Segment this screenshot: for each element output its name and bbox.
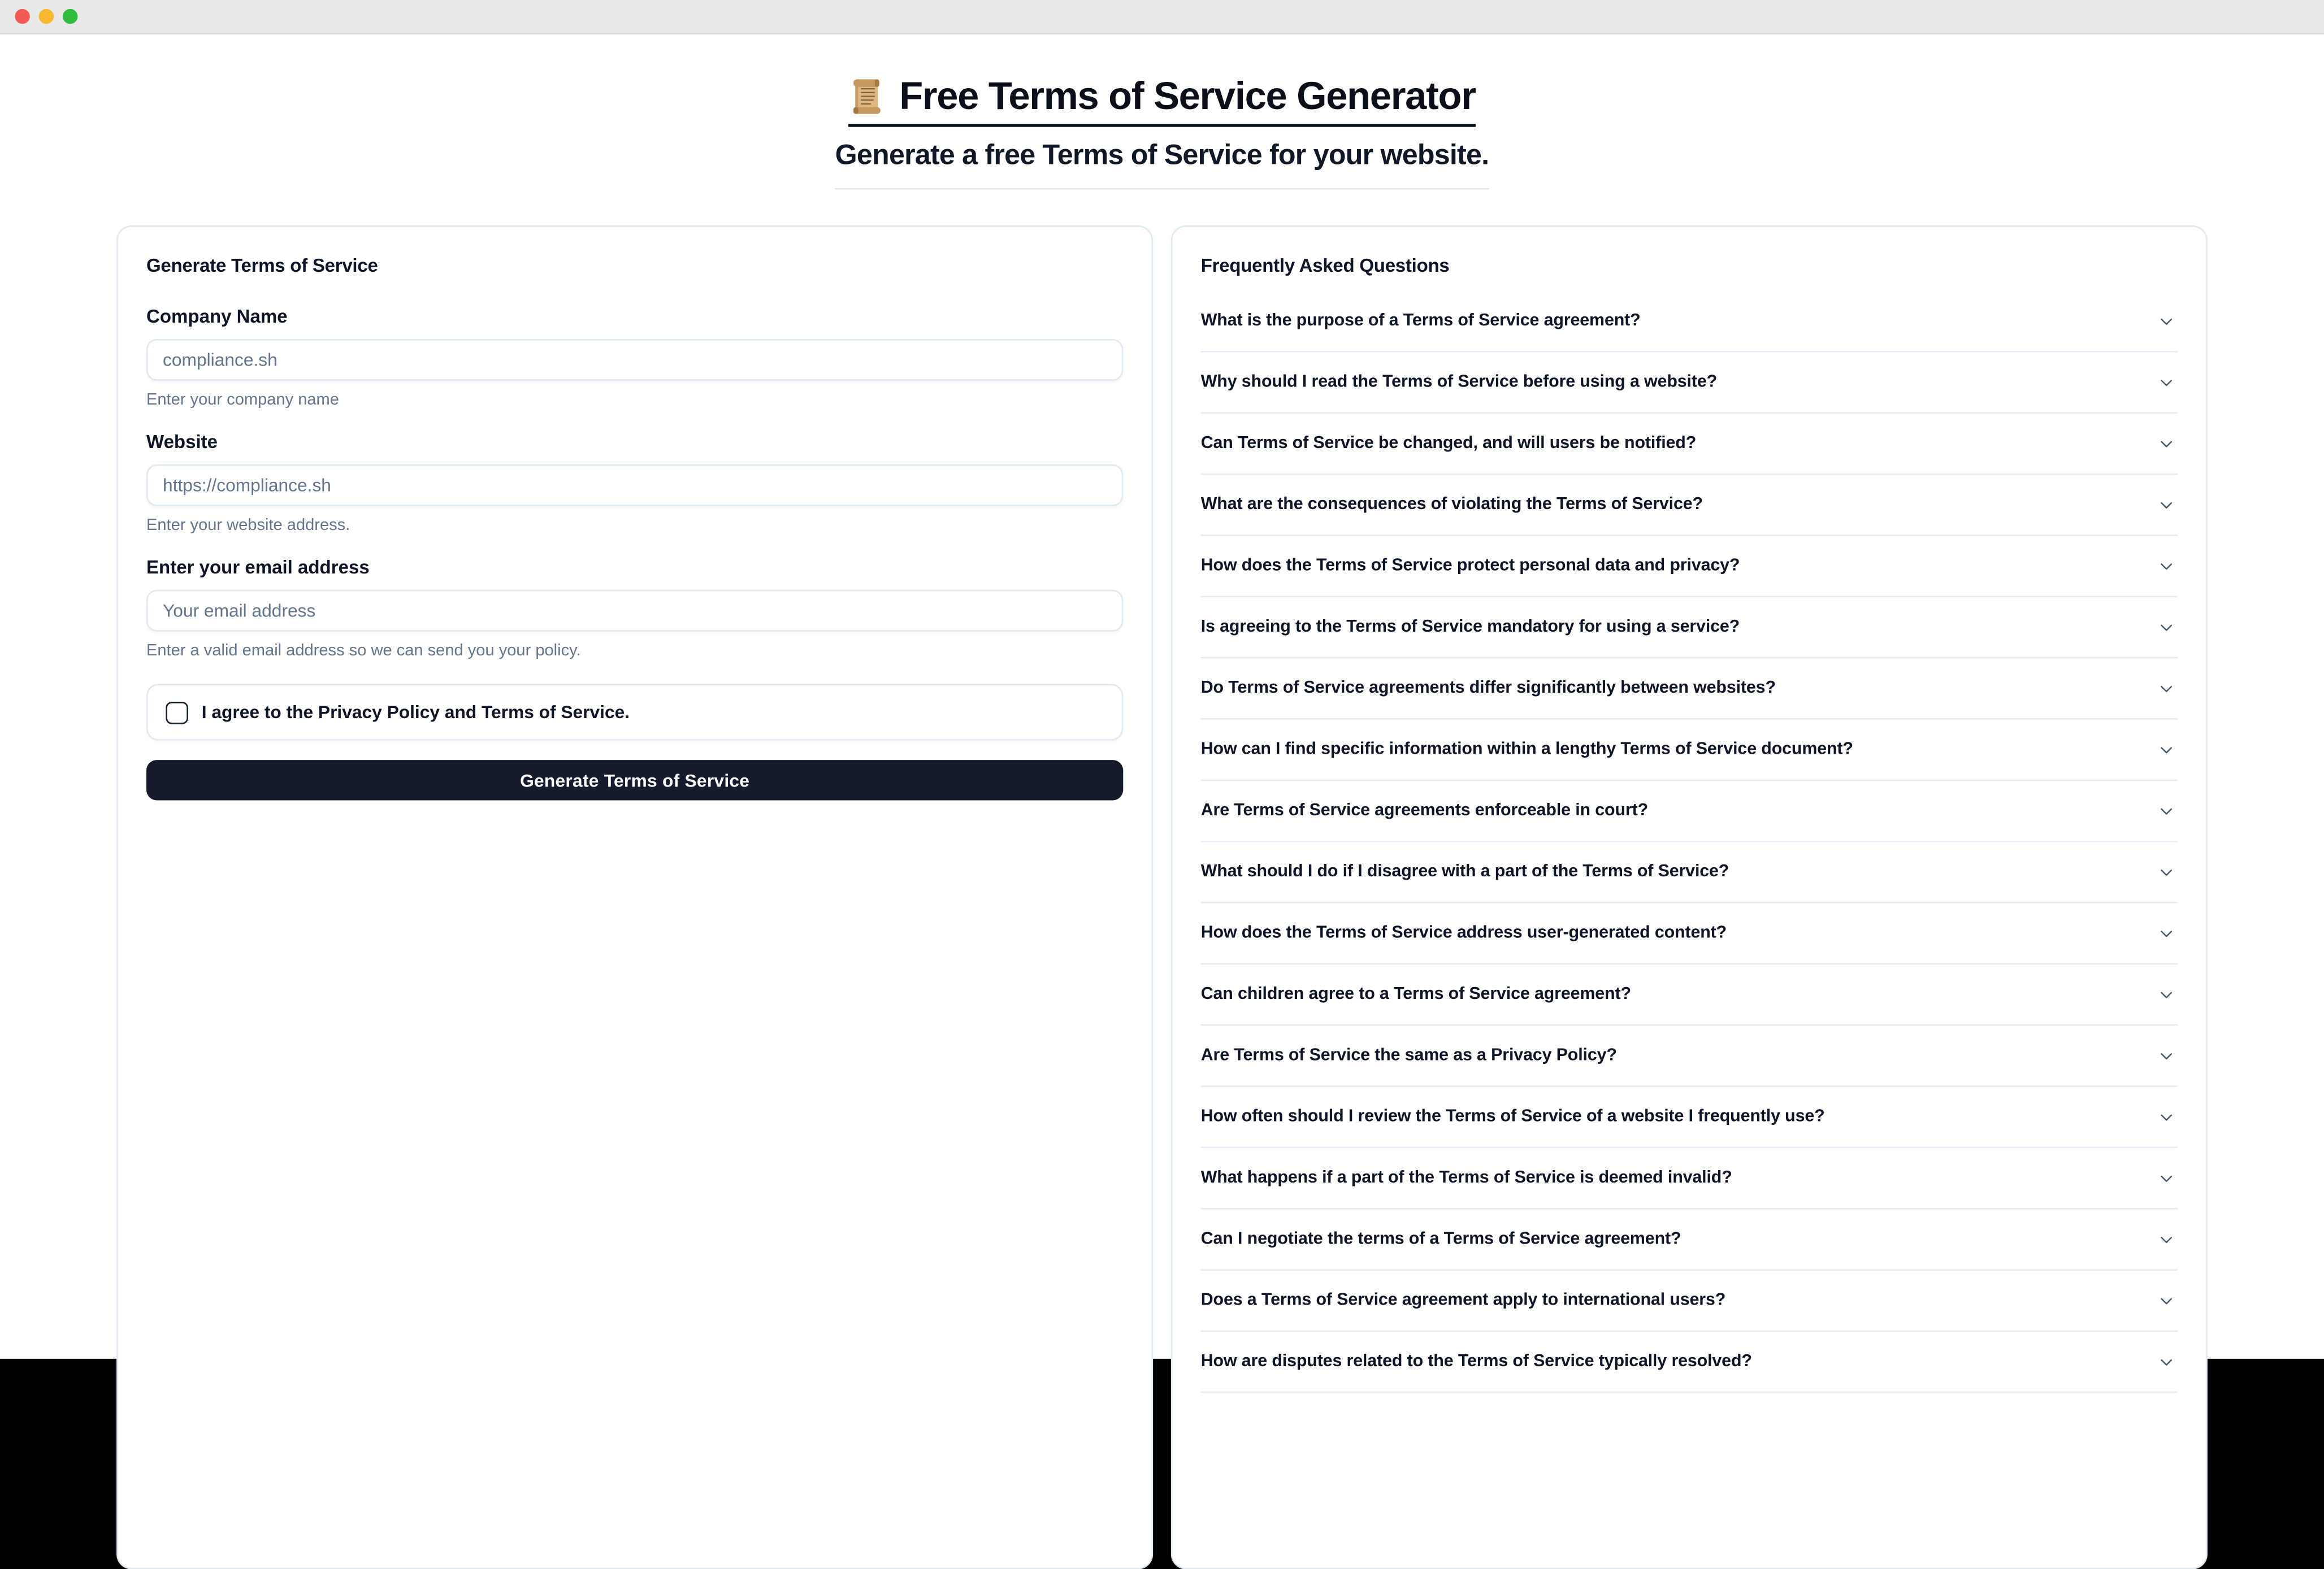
email-label: Enter your email address	[146, 557, 370, 578]
faq-question-label: How does the Terms of Service protect personal data and privacy?	[1200, 557, 1740, 575]
page-title-text: Free Terms of Service Generator	[899, 73, 1476, 118]
faq-item[interactable]	[1201, 536, 2178, 597]
company-name-label: Company Name	[146, 306, 288, 327]
chevron-down-icon	[2157, 1291, 2176, 1310]
chevron-down-icon	[2157, 862, 2176, 881]
generate-terms-button[interactable]: Generate Terms of Service	[146, 760, 1123, 800]
faq-question-label: Do Terms of Service agreements differ significantly between websites?	[1200, 679, 1776, 698]
faq-item[interactable]	[1201, 1210, 2178, 1271]
chevron-down-icon	[2157, 1168, 2176, 1188]
website-label: Website	[146, 431, 218, 453]
faq-question-label: Why should I read the Terms of Service before using a website?	[1200, 373, 1718, 392]
faq-question-label: How are disputes related to the Terms of Service typically resolved?	[1200, 1353, 1752, 1371]
faq-question-label: How often should I review the Terms of Service of a website I frequently use?	[1200, 1107, 1825, 1126]
page-title	[848, 73, 1475, 127]
chevron-down-icon	[2157, 923, 2176, 942]
chevron-down-icon	[2157, 372, 2176, 392]
agreement-checkbox[interactable]	[166, 701, 188, 724]
chevron-down-icon	[2157, 679, 2176, 698]
faq-item[interactable]	[1201, 720, 2178, 781]
email-help: Enter a valid email address so we can send you your policy.	[146, 642, 581, 660]
faq-item[interactable]	[1201, 475, 2178, 536]
faq-question-label: What should I do if I disagree with a part of the Terms of Service?	[1200, 863, 1729, 881]
faq-item[interactable]	[1201, 353, 2178, 414]
chevron-down-icon	[2157, 1046, 2176, 1065]
close-window-button[interactable]	[15, 9, 29, 24]
company-name-input[interactable]	[146, 339, 1123, 381]
faq-question-label: What is the purpose of a Terms of Service agreement?	[1200, 312, 1641, 331]
faq-question-label: Can children agree to a Terms of Service agreement?	[1200, 985, 1631, 1003]
chevron-down-icon	[2157, 618, 2176, 637]
scroll-icon	[848, 76, 888, 116]
faq-item[interactable]	[1201, 781, 2178, 842]
faq-item[interactable]	[1201, 597, 2178, 658]
faq-item[interactable]	[1201, 1087, 2178, 1148]
agreement-box	[146, 684, 1123, 740]
generator-form-card	[116, 225, 1153, 1569]
chevron-down-icon	[2157, 740, 2176, 759]
chevron-down-icon	[2157, 495, 2176, 514]
page-subtitle: Generate a free Terms of Service for your website.	[835, 140, 1489, 189]
chevron-down-icon	[2157, 801, 2176, 820]
faq-question-label: Are Terms of Service agreements enforceable in court?	[1200, 802, 1649, 820]
website-input[interactable]	[146, 464, 1123, 506]
chevron-down-icon	[2157, 985, 2176, 1004]
content-columns	[0, 225, 2324, 1569]
chevron-down-icon	[2157, 434, 2176, 453]
company-name-help: Enter your company name	[146, 391, 339, 410]
chevron-down-icon	[2157, 1107, 2176, 1127]
faq-item[interactable]	[1201, 1148, 2178, 1209]
faq-card	[1171, 225, 2208, 1569]
minimize-window-button[interactable]	[39, 9, 54, 24]
chevron-down-icon	[2157, 556, 2176, 575]
window-titlebar	[0, 0, 2324, 34]
faq-question-label: Can I negotiate the terms of a Terms of Service agreement?	[1200, 1230, 1681, 1249]
faq-item[interactable]	[1201, 1332, 2178, 1393]
form-card-title: Generate Terms of Service	[146, 255, 378, 276]
agreement-label: I agree to the Privacy Policy and Terms of Service.	[201, 702, 630, 723]
email-input[interactable]	[146, 590, 1123, 632]
faq-item[interactable]	[1201, 1026, 2178, 1087]
faq-item[interactable]	[1201, 842, 2178, 903]
faq-item[interactable]	[1201, 964, 2178, 1025]
faq-question-label: Can Terms of Service be changed, and will users be notified?	[1200, 434, 1697, 453]
chevron-down-icon	[2157, 311, 2176, 331]
page-header	[0, 73, 2324, 189]
faq-question-label: Is agreeing to the Terms of Service mandatory for using a service?	[1200, 618, 1740, 636]
zoom-window-button[interactable]	[63, 9, 77, 24]
faq-list	[1201, 291, 2178, 1393]
website-help: Enter your website address.	[146, 516, 350, 535]
chevron-down-icon	[2157, 1229, 2176, 1249]
faq-item[interactable]	[1201, 658, 2178, 719]
faq-question-label: What are the consequences of violating the Terms of Service?	[1200, 496, 1703, 514]
faq-question-label: How can I find specific information within a lengthy Terms of Service document?	[1200, 740, 1853, 759]
faq-question-label: Are Terms of Service the same as a Privacy Policy?	[1200, 1046, 1617, 1065]
faq-item[interactable]	[1201, 903, 2178, 964]
faq-item[interactable]	[1201, 291, 2178, 352]
faq-question-label: What happens if a part of the Terms of Service is deemed invalid?	[1200, 1169, 1732, 1187]
faq-question-label: Does a Terms of Service agreement apply to international users?	[1200, 1291, 1726, 1310]
faq-card-title: Frequently Asked Questions	[1200, 255, 1450, 276]
faq-item[interactable]	[1201, 1271, 2178, 1332]
chevron-down-icon	[2157, 1352, 2176, 1371]
faq-question-label: How does the Terms of Service address user-generated content?	[1200, 924, 1727, 942]
faq-item[interactable]	[1201, 414, 2178, 475]
